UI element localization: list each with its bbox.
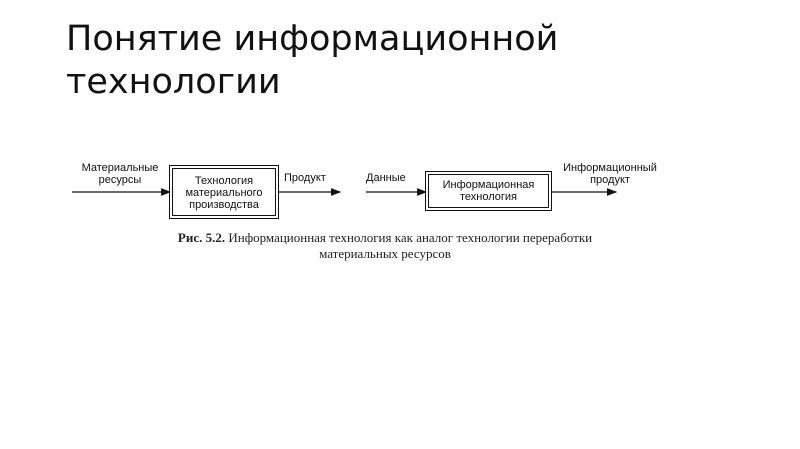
box-material-production-text [173,175,275,211]
box-information-technology-text [429,179,548,203]
figure-caption [90,230,680,262]
label-product [284,172,326,184]
label-information-product-line-2: продукт [590,174,630,186]
figure-caption-line-2: материальных ресурсов [319,246,451,261]
label-material-resources-line-2: ресурсы [98,174,142,186]
figure-caption-line-1 [90,230,680,246]
box-information-technology-line-1: Информационная [442,179,535,191]
label-material-resources [70,162,170,186]
slide-title [66,18,746,104]
slide-title-line-1: Понятие информационной [66,19,559,59]
box-material-production-line-1: Технология [194,175,254,187]
label-data [366,172,406,184]
label-information-product [554,162,666,186]
box-material-production-line-3: производства [189,199,259,211]
box-information-technology [428,174,549,208]
figure-number: Рис. 5.2. [177,230,226,245]
label-material-resources-line-1: Материальные [81,162,159,174]
figure-caption-text-1: Информационная технология как аналог технологии переработки [228,230,593,245]
slide-title-line-2: технологии [66,62,281,102]
figure-information-technology [60,152,680,270]
box-material-production-technology [172,168,276,216]
box-information-technology-line-2: технология [459,191,517,203]
label-information-product-line-1: Информационный [563,162,657,174]
label-product-text: Продукт [284,172,326,184]
box-material-production-line-2: материального [185,187,263,199]
label-data-text: Данные [366,172,406,184]
